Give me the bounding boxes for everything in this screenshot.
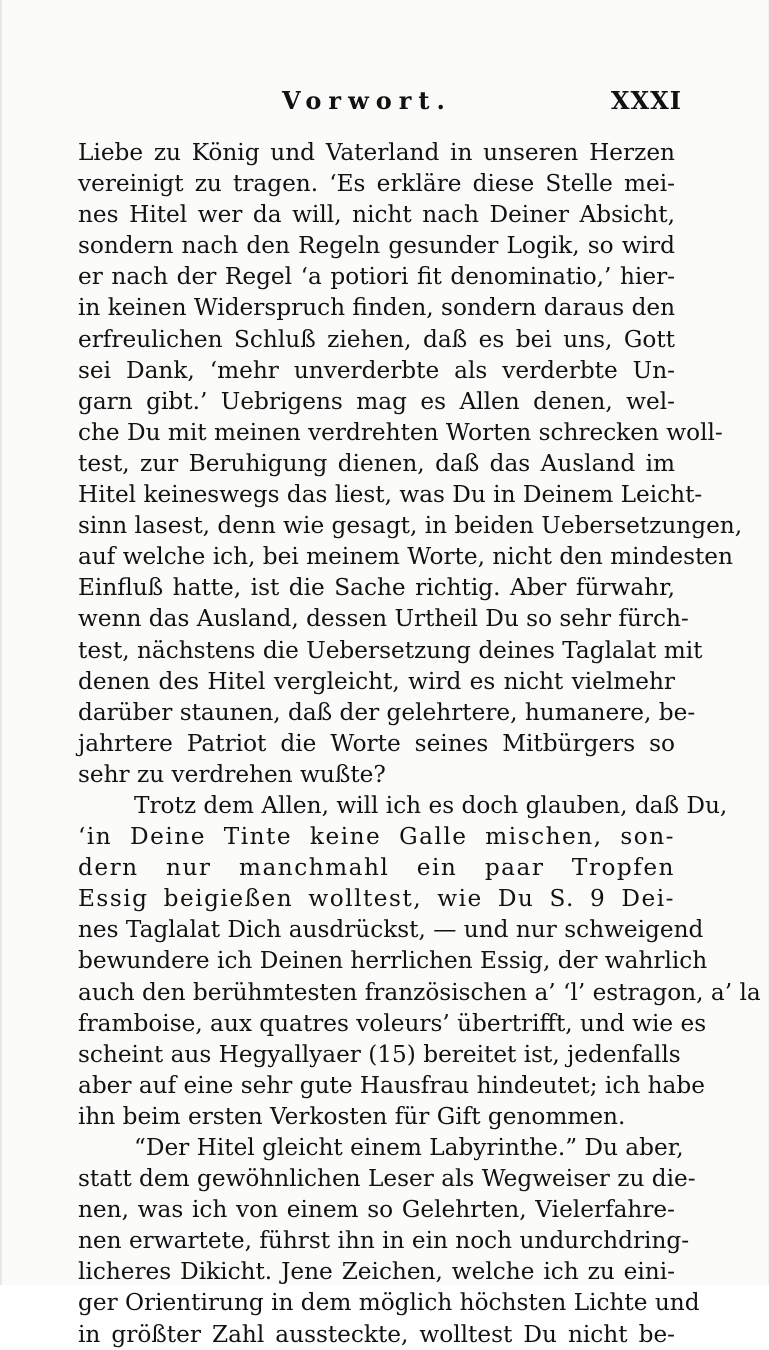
spaced-quote-line: dern nur manchmahl ein paar Tropfen <box>78 854 675 882</box>
text-line: nen, was ich von einem so Gelehrten, Vielerfahre- <box>78 1196 675 1224</box>
text-line: erfreulichen Schluß ziehen, daß es bei uns, Gott <box>78 325 675 353</box>
text-line: nes Taglalat Dich ausdrückst, — und nur schweigend <box>78 916 704 944</box>
text-line: ger Orientirung in dem möglich höchsten Lichte und <box>78 1289 700 1317</box>
text-line: Hitel keineswegs das liest, was Du in Deinem Leicht- <box>78 481 703 509</box>
text-line: Liebe zu König und Vaterland in unseren Herzen <box>78 139 675 166</box>
text-line: nen erwartete, führst ihn in ein noch undurchdring- <box>78 1227 690 1255</box>
text-line: test, zur Beruhigung dienen, daß das Ausland im <box>78 449 675 477</box>
text-line: auch den berühmtesten französischen a’ ‘l’ estragon, a’ la <box>78 978 761 1006</box>
text-line: Einfluß hatte, ist die Sache richtig. Aber fürwahr, <box>78 574 675 602</box>
text-line: licheres Dikicht. Jene Zeichen, welche ich zu eini- <box>78 1258 675 1286</box>
text-line: scheint aus Hegyallyaer (15) bereitet ist, jedenfalls <box>78 1040 681 1068</box>
running-title: Vorwort. <box>282 86 452 115</box>
text-line: nes Hitel wer da will, nicht nach Deiner Absicht, <box>78 201 675 229</box>
text-line: sinn lasest, denn wie gesagt, in beiden Uebersetzungen, <box>78 512 743 540</box>
text-line: er nach der Regel ‘a potiori fit denominatio,’ hier- <box>78 263 675 291</box>
text-line: jahrtere Patriot die Worte seines Mitbürgers so <box>78 729 675 757</box>
text-line: che Du mit meinen verdrehten Worten schrecken woll- <box>78 418 723 446</box>
text-line: framboise, aux quatres voleurs’ übertrifft, und wie es <box>78 1009 707 1037</box>
page-number: XXXI <box>610 86 682 115</box>
paragraph-end-line: sehr zu verdrehen wußte? <box>78 760 386 788</box>
text-line: test, nächstens die Uebersetzung deines Taglalat mit <box>78 636 703 664</box>
text-line: in keinen Widerspruch finden, sondern daraus den <box>78 294 676 322</box>
spaced-quote-line: ‘in Deine Tinte keine Galle mischen, son- <box>78 823 675 851</box>
page-left-edge <box>0 0 2 1285</box>
paragraph-start-line: Trotz dem Allen, will ich es doch glauben, daß Du, <box>134 791 728 819</box>
text-line: denen des Hitel vergleicht, wird es nicht vielmehr <box>78 667 675 695</box>
paragraph-start-line: “Der Hitel gleicht einem Labyrinthe.” Du aber, <box>134 1134 684 1161</box>
text-line: sondern nach den Regeln gesunder Logik, so wird <box>78 232 675 260</box>
text-line: in größter Zahl aussteckte, wolltest Du nicht be- <box>78 1320 675 1348</box>
text-line: auf welche ich, bei meinem Worte, nicht den mindesten <box>78 543 733 571</box>
paragraph-end-line: ihn beim ersten Verkosten für Gift genommen. <box>78 1102 626 1130</box>
text-line: darüber staunen, daß der gelehrtere, humanere, be- <box>78 698 696 726</box>
text-line: sei Dank, ‘mehr unverderbte als verderbte Un- <box>78 356 675 384</box>
page-header <box>70 86 682 116</box>
text-line: statt dem gewöhnlichen Leser als Wegweiser zu die- <box>78 1165 696 1193</box>
spaced-quote-line: Essig beigießen wolltest, wie Du S. 9 Dei- <box>78 885 675 913</box>
text-line: wenn das Ausland, dessen Urtheil Du so sehr fürch- <box>78 605 689 633</box>
text-line: vereinigt zu tragen. ‘Es erkläre diese Stelle mei- <box>78 170 675 198</box>
text-line: garn gibt.’ Uebrigens mag es Allen denen, wel- <box>78 387 675 415</box>
body-text <box>78 137 761 1350</box>
text-line: bewundere ich Deinen herrlichen Essig, der wahrlich <box>78 947 708 975</box>
text-line: aber auf eine sehr gute Hausfrau hindeutet; ich habe <box>78 1071 705 1099</box>
